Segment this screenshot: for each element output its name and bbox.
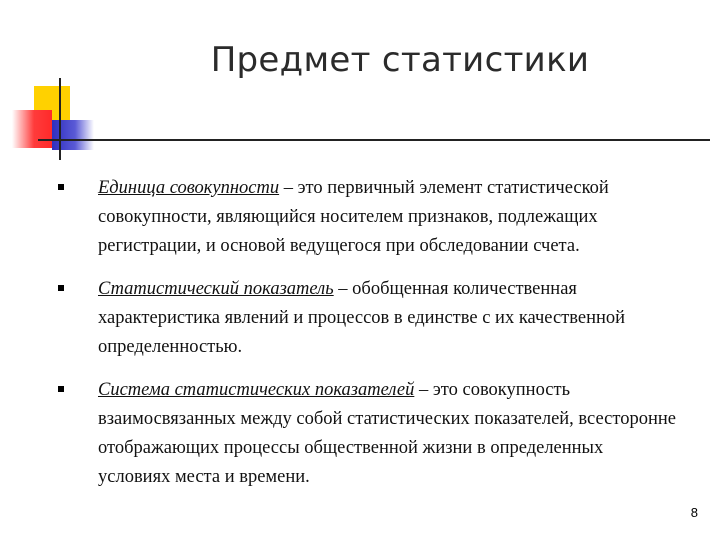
logo-red-square (12, 110, 52, 148)
square-bullet-icon (58, 285, 64, 291)
term-definition: – обобщенная количественная характеристика явлений и процессов в единстве с их качественной определенностью. (98, 279, 626, 357)
term-definition: – это совокупность взаимосвязанных между собой статистических показателей, всесторонне отображающих процессы общественной жизни в определенных условиях места и времени. (98, 380, 676, 487)
list-item-text (98, 275, 676, 362)
slide-title: Предмет статистики (210, 40, 590, 80)
logo-vertical-line (59, 78, 61, 160)
term-label: Статистический показатель (98, 279, 334, 299)
term-label: Система статистических показателей (98, 380, 415, 400)
term-label: Единица совокупности (98, 178, 280, 198)
list-item (56, 376, 676, 492)
page-number: 8 (690, 505, 698, 520)
square-bullet-icon (58, 386, 64, 392)
list-item-text (98, 174, 676, 261)
list-item-text (98, 376, 676, 492)
term-definition: – это первичный элемент статистической совокупности, являющийся носителем признаков, подлежащих регистрации, и основой ведущегося при обследовании счета. (98, 178, 609, 256)
title-underline (38, 139, 710, 141)
list-item (56, 174, 676, 261)
list-item (56, 275, 676, 362)
definition-list (56, 174, 676, 506)
square-bullet-icon (58, 184, 64, 190)
